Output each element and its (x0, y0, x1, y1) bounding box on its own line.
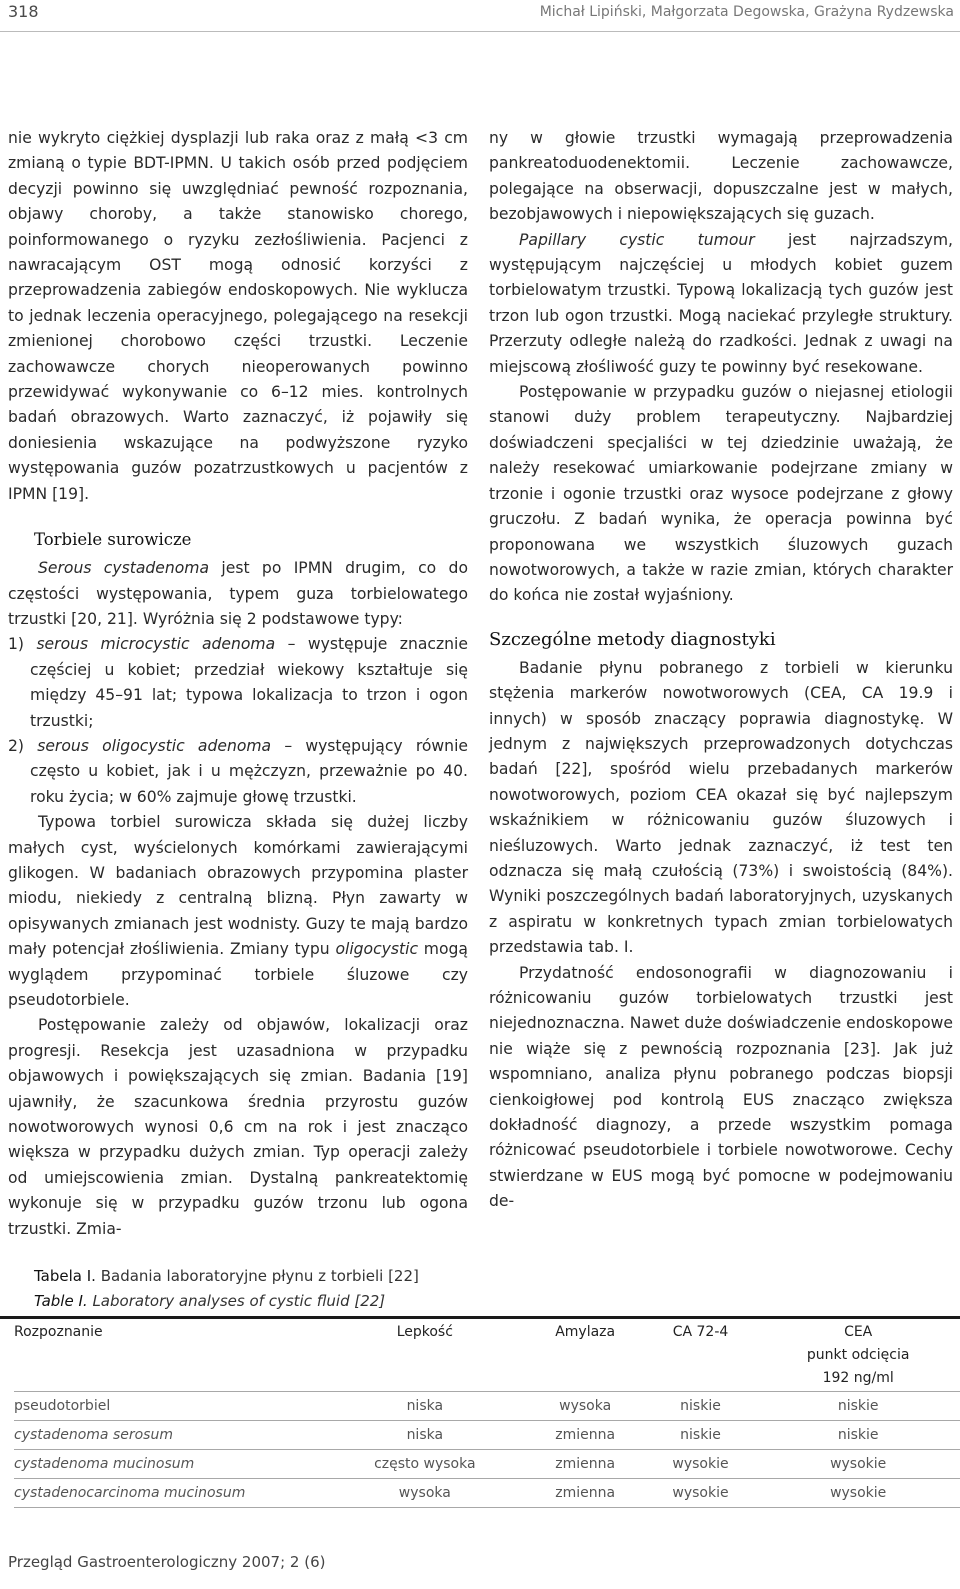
cell-viscosity: niska (324, 1392, 526, 1421)
lab-analysis-table (14, 1319, 960, 1508)
running-authors: Michał Lipiński, Małgorzata Degowska, Grażyna Rydzewska (539, 4, 954, 20)
cell-amylase: zmienna (526, 1421, 645, 1450)
latin-term: oligocystic (335, 940, 419, 959)
cell-cea: wysokie (756, 1450, 960, 1479)
table-caption (34, 1264, 419, 1314)
paragraph: Papillary cystic tumour jest najrzadszym, występującym najczęściej u młodych kobiet guzem torbielowatym trzustki. Typową lokalizacją tych guzów jest trzon lub ogon trzustki. Mogą naciekać przyległe struktury. Przerzuty odległe należą do rzadkości. Jednak z uwagi na miejscową złośliwość guzy te powinny być resekowane. (489, 230, 953, 376)
latin-term: serous oligocystic adenoma (37, 736, 272, 755)
cell-ca724: niskie (645, 1392, 757, 1421)
cell-ca724: niskie (645, 1421, 757, 1450)
cell-viscosity: niska (324, 1421, 526, 1450)
table-row (14, 1421, 960, 1450)
cell-ca724: wysokie (645, 1450, 757, 1479)
paragraph: ny w głowie trzustki wymagają przeprowadzenia pankreatoduodenektomii. Leczenie zachowawcze, polegające na obserwacji, dopuszczalne jest w małych, bezobjawowych i niepowiększających się guzach. (489, 129, 953, 224)
column-header-viscosity: Lepkość (396, 1324, 453, 1340)
caption-english: Table I. Laboratory analyses of cystic fluid [22] (34, 1292, 386, 1310)
cell-ca724: wysokie (645, 1479, 757, 1508)
caption-polish: Tabela I. Badania laboratoryjne płynu z torbieli [22] (34, 1267, 419, 1285)
cell-amylase: wysoka (526, 1392, 645, 1421)
paragraph: Badanie płynu pobranego z torbieli w kierunku stężenia markerów nowotworowych (CEA, CA 19.9 i innych) w sposób znaczący poprawia diagnostykę. W jednym z największych przeprowadzonych dotychczas badań [22], spośród wielu przebadanych markerów nowotworowych, poziom CEA okazał się być najlepszym wskaźnikiem w różnicowaniu guzów śluzowych i nieśluzowych. Warto jednak zaznaczyć, iż test ten odznacza się małą czułością (73%) i swoistością (84%). Wyniki poszczególnych badań laboratoryjnych, uzyskanych z aspiratu w konkretnych typach zmian torbielowatych przedstawia tab. I. (489, 658, 953, 957)
column-header-amylase: Amylaza (555, 1324, 616, 1340)
cell-diagnosis: cystadenoma mucinosum (14, 1450, 324, 1479)
paragraph: Postępowanie w przypadku guzów o niejasnej etiologii stanowi duży problem terapeutyczny. Najbardziej doświadczeni specjaliści w tej dziedzinie uważają, że należy resekować umiarkowanie podejrzane zmiany w trzonie i ogonie trzustki oraz wysoce podejrzane z głowy gruczołu. Z badań wynika, że operacja powinna być proponowana we wszystkich śluzowych guzach nowotworowych, a także w razie zmian, których charakter do końca nie został wyjaśniony. (489, 383, 953, 605)
header-rule (0, 31, 960, 32)
cell-diagnosis: cystadenoma serosum (14, 1421, 324, 1450)
cell-cea: niskie (756, 1421, 960, 1450)
cell-viscosity: często wysoka (324, 1450, 526, 1479)
latin-term: Serous cystadenoma (38, 559, 210, 578)
column-header-ca724: CA 72-4 (672, 1324, 729, 1340)
cell-viscosity: wysoka (324, 1479, 526, 1508)
journal-footer: Przegląd Gastroenterologiczny 2007; 2 (6) (8, 1553, 326, 1571)
list-item: 1) serous microcystic adenoma – występuje znacznie częściej u kobiet; przedział wiekowy kształtuje się między 45–91 lat; typowa lokalizacja to trzon i ogon trzustki; (8, 635, 468, 730)
left-column (8, 126, 468, 1242)
right-column (489, 126, 953, 1215)
table-row (14, 1479, 960, 1508)
latin-term: serous microcystic adenoma (36, 635, 276, 654)
cell-diagnosis: pseudotorbiel (14, 1392, 324, 1421)
section-heading-serous-cysts: Torbiele surowicze (34, 530, 192, 550)
latin-term: Papillary cystic tumour (519, 230, 755, 249)
cell-cea: niskie (756, 1392, 960, 1421)
cell-diagnosis: cystadenocarcinoma mucinosum (14, 1479, 324, 1508)
page-number: 318 (8, 2, 39, 21)
paragraph: Serous cystadenoma jest po IPMN drugim, co do częstości występowania, typem guza torbielowatego trzustki [20, 21]. Wyróżnia się 2 podstawowe typy: (8, 559, 468, 628)
cell-amylase: zmienna (526, 1450, 645, 1479)
paragraph: nie wykryto ciężkiej dysplazji lub raka oraz z małą <3 cm zmianą o typie BDT-IPMN. U takich osób przed podjęciem decyzji powinno się uwzględniać pewność rozpoznania, objawy choroby, a także stanowisko chorego, poinformowanego o ryzyku zezłośliwienia. Pacjenci z nawracającym OST mogą odnosić korzyści z przeprowadzenia zabiegów endoskopowych. Nie wyklucza to jednak leczenia operacyjnego, polegającego na resekcji zmienionej chorobowo części trzustki. Leczenie zachowawcze chorych nieoperowanych powinno przewidywać wykonywanie co 6–12 mies. kontrolnych badań obrazowych. Warto zaznaczyć, iż pojawiły się doniesienia wskazujące na podwyższone ryzyko występowania guzów pozatrzustkowych u pacjentów z IPMN [19]. (8, 129, 468, 503)
page-header (0, 0, 960, 36)
paragraph: Typowa torbiel surowicza składa się dużej liczby małych cyst, wyścielonych komórkami zawierającymi glikogen. W badaniach obrazowych przypomina plaster miodu, niekiedy z centralną blizną. Płyn zawarty w opisywanych zmianach jest wodnisty. Guzy te mają bardzo mały potencjał złośliwienia. Zmiany typu oligocystic mogą wyglądem przypominać torbiele śluzowe czy pseudotorbiele. (8, 813, 468, 1009)
cell-cea: wysokie (756, 1479, 960, 1508)
column-header-diagnosis: Rozpoznanie (14, 1324, 103, 1340)
column-header-cea: CEA punkt odcięcia 192 ng/ml (806, 1324, 910, 1386)
cell-amylase: zmienna (526, 1479, 645, 1508)
section-heading-diagnostics: Szczególne metody diagnostyki (489, 628, 776, 650)
table-row (14, 1450, 960, 1479)
list-item: 2) serous oligocystic adenoma – występujący równie często u kobiet, jak i u mężczyzn, przeważnie po 40. roku życia; w 60% zajmuje głowę trzustki. (8, 736, 468, 806)
lab-table-block (0, 1316, 960, 1508)
paragraph: Przydatność endosonografii w diagnozowaniu i różnicowaniu guzów torbielowatych trzustki jest niejednoznaczna. Nawet duże doświadczenie endoskopowe nie wiąże się z pewnością rozpoznania [23]. Jak już wspomniano, analiza płynu pobranego podczas biopsji cienkoigłowej pod kontrolą EUS znacząco zwiększa dokładność diagnozy, a przede wszystkim pomaga różnicować pseudotorbiele i torbiele nowotworowe. Cechy stwierdzane w EUS mogą być pomocne w podejmowaniu de- (489, 963, 954, 1211)
paragraph: Postępowanie zależy od objawów, lokalizacji oraz progresji. Resekcja jest uzasadniona w przypadku objawowych i powiększających się zmian. Badania [19] ujawniły, że szacunkowa średnia przyrostu guzów nowotworowych wynosi 0,6 cm na rok i jest znacząco większa w przypadku dużych zmian. Typ operacji zależy od umiejscowienia zmian. Dystalną pankreatektomię wykonuje się w przypadku guzów trzonu lub ogona trzustki. Zmia- (8, 1016, 468, 1238)
table-row (14, 1392, 960, 1421)
table-header-row (14, 1319, 960, 1392)
